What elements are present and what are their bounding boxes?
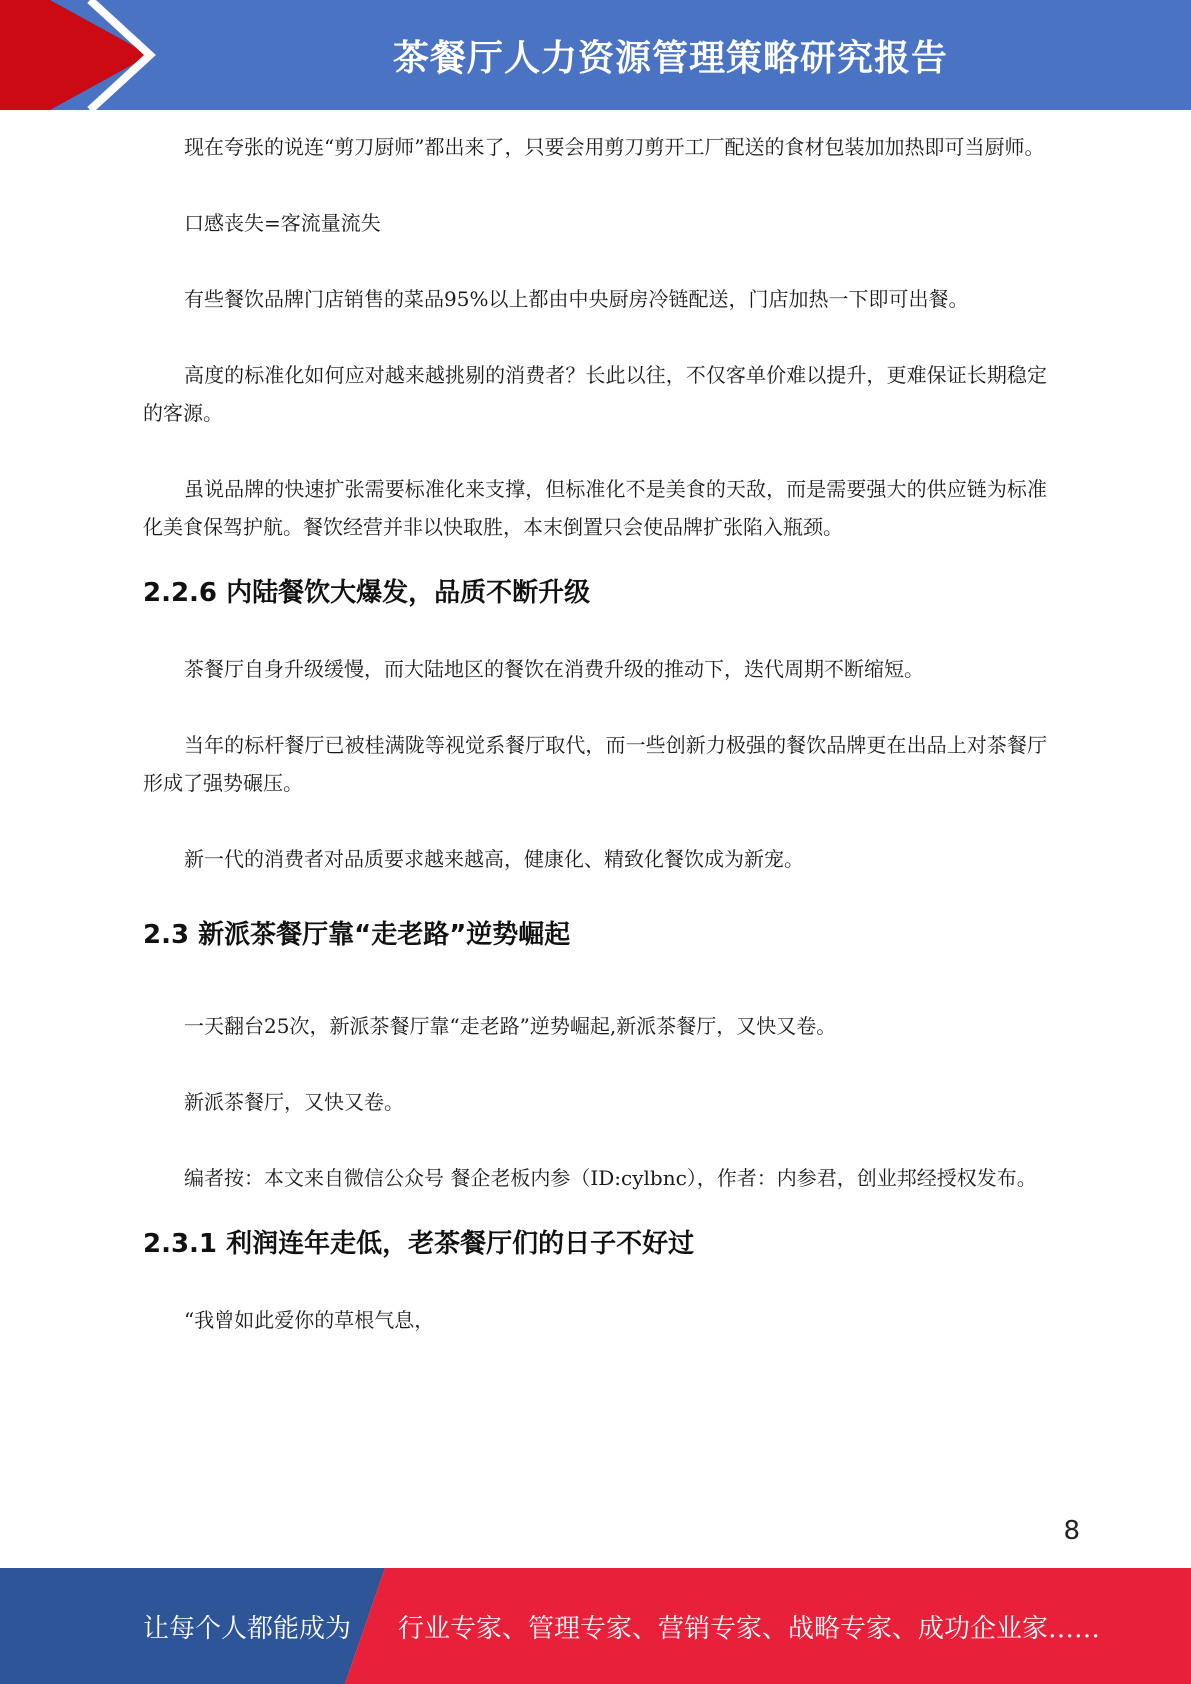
- footer-slogan-right: 行业专家、管理专家、营销专家、战略专家、成功企业家……: [398, 1613, 1101, 1644]
- section-heading: 2.3 新派茶餐厅靠“走老路”逆势崛起: [143, 920, 571, 950]
- document-title: 茶餐厅人力资源管理策略研究报告: [392, 37, 948, 79]
- section-heading: 2.3.1 利润连年走低，老茶餐厅们的日子不好过: [143, 1229, 695, 1259]
- page-number: 8: [1063, 1516, 1080, 1546]
- footer-slogan-left: 让每个人都能成为: [143, 1613, 352, 1644]
- document-body: [143, 128, 1047, 1339]
- paragraph: 一天翻台25次，新派茶餐厅靠“走老路”逆势崛起,新派茶餐厅，又快又卷。: [184, 1014, 837, 1038]
- page-footer: [0, 1568, 1191, 1684]
- page-header: [0, 0, 1191, 110]
- paragraph: 口感丧失=客流量流失: [184, 211, 381, 235]
- paragraph: 虽说品牌的快速扩张需要标准化来支撑，但标准化不是美食的天敌，而是需要强大的供应链为标准化美食保驾护航。餐饮经营并非以快取胜，本末倒置只会使品牌扩张陷入瓶颈。: [143, 477, 1047, 539]
- header-red-arrow: [0, 0, 150, 110]
- paragraph: 当年的标杆餐厅已被桂满陇等视觉系餐厅取代，而一些创新力极强的餐饮品牌更在出品上对茶餐厅形成了强势碾压。: [143, 733, 1047, 795]
- paragraph: 新一代的消费者对品质要求越来越高，健康化、精致化餐饮成为新宠。: [184, 847, 804, 871]
- paragraph: 茶餐厅自身升级缓慢，而大陆地区的餐饮在消费升级的推动下，迭代周期不断缩短。: [184, 657, 924, 681]
- paragraph: “我曾如此爱你的草根气息，: [184, 1308, 435, 1332]
- paragraph: 新派茶餐厅，又快又卷。: [184, 1090, 404, 1114]
- section-heading: 2.2.6 内陆餐饮大爆发，品质不断升级: [143, 578, 591, 608]
- paragraph: 有些餐饮品牌门店销售的菜品95%以上都由中央厨房冷链配送，门店加热一下即可出餐。: [184, 287, 969, 311]
- paragraph: 现在夸张的说连“剪刀厨师”都出来了，只要会用剪刀剪开工厂配送的食材包装加加热即可当厨师。: [184, 135, 1045, 159]
- paragraph: 高度的标准化如何应对越来越挑剔的消费者？长此以往，不仅客单价难以提升，更难保证长期稳定的客源。: [143, 363, 1047, 425]
- paragraph: 编者按：本文来自微信公众号 餐企老板内参（ID:cylbnc），作者：内参君，创业邦经授权发布。: [184, 1166, 1037, 1190]
